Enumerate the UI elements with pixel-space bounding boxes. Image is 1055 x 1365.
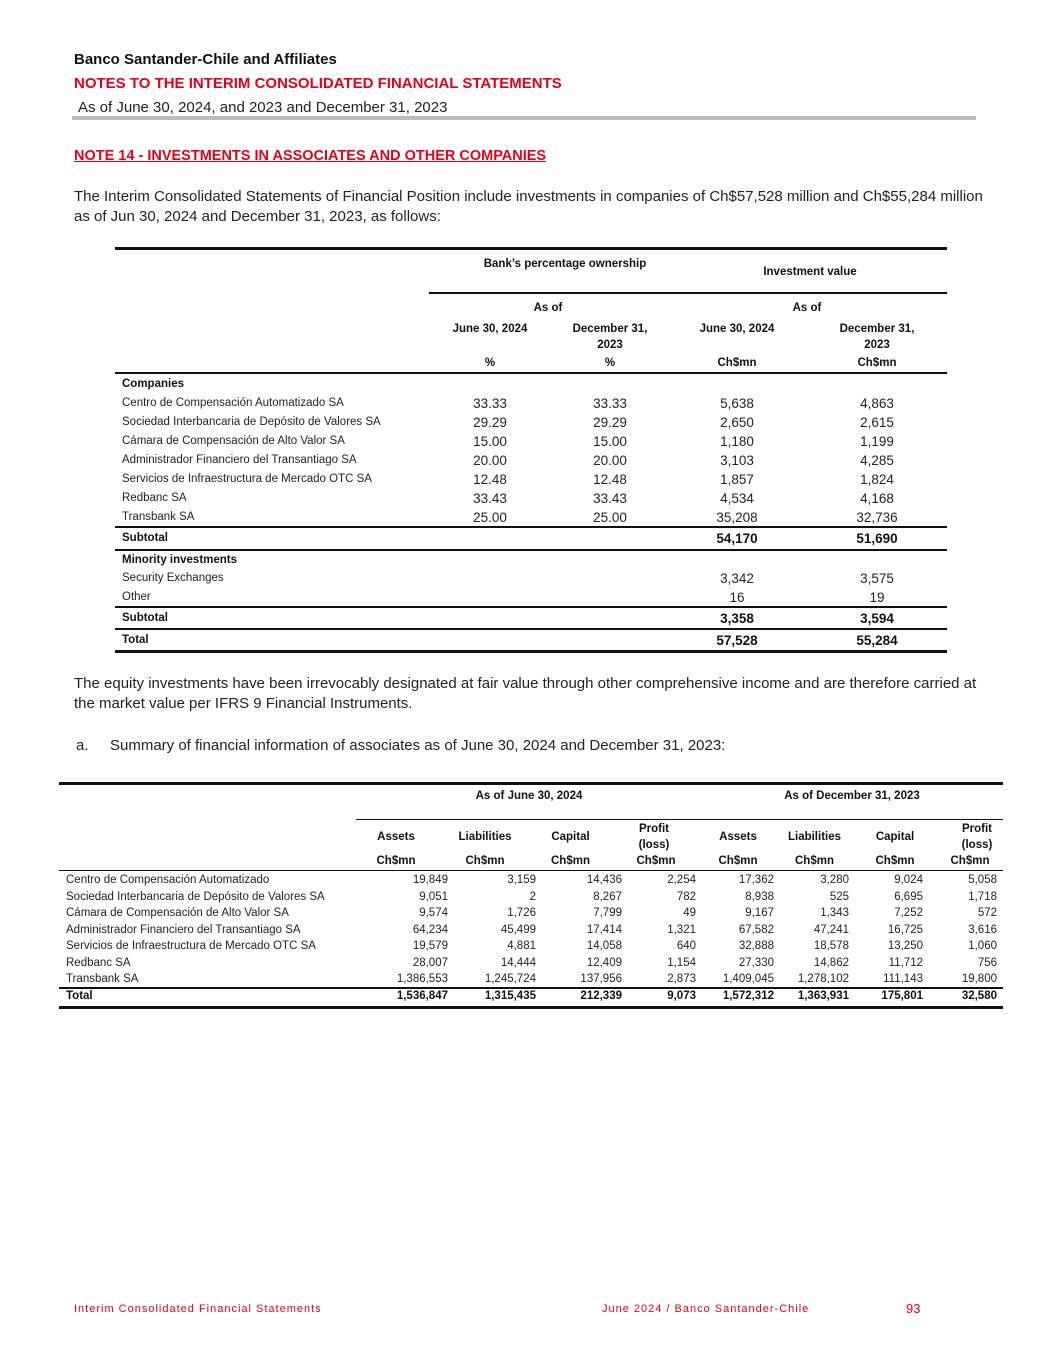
subtotal-label: Subtotal (122, 532, 168, 544)
subtotal-row (115, 529, 947, 548)
value-cell: 25.00 (593, 510, 627, 525)
value-cell: 7,799 (593, 907, 622, 919)
table-row (115, 413, 947, 432)
value-cell: 16,725 (887, 923, 923, 936)
value-cell: 1,278,102 (797, 973, 849, 985)
value-cell: 1,154 (667, 956, 696, 969)
table-row (59, 872, 1003, 889)
value-cell: 3,616 (968, 923, 997, 936)
value-cell: 1,726 (507, 907, 536, 919)
value-cell: 4,534 (720, 491, 754, 506)
value-cell: 2,615 (860, 415, 894, 430)
table-rule (115, 628, 947, 630)
value-cell: 16 (729, 590, 745, 605)
list-item-a (76, 737, 725, 754)
value-cell: 17,414 (586, 923, 622, 936)
value-cell: 2 (529, 890, 536, 903)
value-cell: 20.00 (473, 453, 507, 468)
header-divider (429, 292, 947, 294)
as-of-label: As of (792, 302, 822, 314)
value-cell: 137,956 (580, 973, 622, 985)
company-name: Transbank SA (66, 973, 139, 985)
group-header-2024: As of June 30, 2024 (475, 790, 583, 802)
table-row (59, 938, 1003, 955)
value-cell: 756 (977, 956, 997, 969)
value-cell: 782 (676, 890, 696, 903)
table-bottom-border (115, 650, 947, 653)
total-row (59, 988, 1003, 1005)
table-row (59, 955, 1003, 972)
col-date-4: December 31, 2023 (839, 323, 915, 351)
company-name: Cámara de Compensación de Alto Valor SA (66, 907, 289, 919)
value-cell: 45,499 (500, 923, 536, 936)
value-cell: 2,254 (667, 874, 696, 886)
value-cell: 17,362 (738, 874, 774, 886)
as-of-label: As of (533, 302, 563, 314)
value-cell: 18,578 (813, 940, 849, 952)
value-cell: 9,574 (419, 907, 448, 919)
value-cell: 2,873 (667, 973, 696, 985)
company-name: Security Exchanges (122, 572, 224, 584)
value-cell: 9,167 (745, 907, 774, 919)
table-rule (115, 372, 947, 374)
value-cell: 33.43 (593, 491, 627, 506)
value-cell: 1,386,553 (396, 973, 448, 985)
value-cell: 64,234 (412, 923, 448, 936)
column-header: Liabilities (787, 831, 842, 843)
total-row (115, 631, 947, 650)
value-cell: 9,051 (419, 890, 448, 903)
value-cell: 25.00 (473, 510, 507, 525)
table-bottom-border (59, 1006, 1003, 1009)
value-cell: 525 (829, 890, 849, 903)
value-cell: 1,199 (860, 434, 894, 449)
value-cell: 19,849 (412, 874, 448, 886)
value-cell: 9,073 (667, 990, 696, 1002)
table-top-border (59, 782, 1003, 785)
date-line: As of June 30, 2024, and 2023 and December 31, 2023 (78, 99, 448, 116)
value-cell: 14,058 (586, 940, 622, 952)
column-header: Profit (loss) (638, 823, 670, 851)
table-rule (59, 870, 1003, 871)
value-cell: 29.29 (473, 415, 507, 430)
column-header: Assets (377, 831, 415, 843)
section-label (115, 375, 947, 394)
company-name: Administrador Financiero del Transantiago SA (122, 454, 357, 466)
value-cell: 5,058 (968, 874, 997, 886)
table-row (115, 588, 947, 607)
value-cell: 3,103 (720, 453, 754, 468)
value-cell: 29.29 (593, 415, 627, 430)
table-rule (59, 987, 1003, 989)
table-row (59, 922, 1003, 939)
company-name: Sociedad Interbancaria de Depósito de Valores SA (66, 890, 325, 903)
value-cell: 3,342 (720, 571, 754, 586)
minority-label: Minority investments (122, 554, 238, 566)
unit-header: Ch$mn (875, 855, 915, 867)
value-cell: 4,285 (860, 453, 894, 468)
value-cell: 8,938 (745, 890, 774, 903)
value-cell: 67,582 (738, 923, 774, 936)
table-row (115, 569, 947, 588)
value-cell: 1,315,435 (484, 990, 536, 1002)
value-cell: 19 (869, 590, 885, 605)
table-rule (115, 526, 947, 528)
value-cell: 19,579 (412, 940, 448, 952)
company-name: Administrador Financiero del Transantiago SA (66, 923, 301, 936)
table-row (59, 905, 1003, 922)
unit-header: Ch$mn (795, 855, 834, 867)
value-cell: 32,580 (961, 990, 997, 1002)
ownership-header: Bank’s percentage ownership (483, 258, 647, 270)
col-unit-4: Ch$mn (857, 357, 897, 369)
value-cell: 9,024 (894, 874, 923, 886)
value-cell: 3,358 (720, 611, 754, 626)
value-cell: 4,881 (507, 940, 536, 952)
value-cell: 54,170 (716, 531, 758, 546)
value-cell: 4,863 (860, 396, 894, 411)
total-label: Total (66, 990, 93, 1002)
investment-value-header: Investment value (763, 266, 857, 278)
value-cell: 3,280 (820, 874, 849, 886)
subtotal-row (115, 609, 947, 628)
equity-paragraph: The equity investments have been irrevocably designated at fair value through other comprehensive income and are therefore carried at the market value per IFRS 9 Financial Instruments. (74, 675, 977, 712)
table-row (115, 451, 947, 470)
table-row (115, 489, 947, 508)
value-cell: 3,159 (507, 874, 536, 886)
value-cell: 640 (676, 940, 696, 952)
company-name: Sociedad Interbancaria de Depósito de Valores SA (122, 416, 381, 428)
subtotal-label: Subtotal (122, 612, 168, 624)
col-unit-1: % (484, 357, 496, 369)
value-cell: 20.00 (593, 453, 627, 468)
value-cell: 47,241 (813, 923, 849, 936)
value-cell: 14,444 (500, 956, 536, 969)
unit-header: Ch$mn (950, 855, 990, 867)
table-rule (115, 606, 947, 608)
value-cell: 1,363,931 (797, 990, 849, 1002)
value-cell: 28,007 (412, 956, 448, 969)
list-marker: a. (76, 737, 89, 754)
value-cell: 1,824 (860, 472, 894, 487)
document-title: NOTES TO THE INTERIM CONSOLIDATED FINANCIAL STATEMENTS (74, 75, 562, 92)
value-cell: 1,857 (720, 472, 754, 487)
value-cell: 12.48 (473, 472, 507, 487)
value-cell: 1,245,724 (484, 973, 536, 985)
column-header: Assets (719, 831, 757, 843)
table-row (59, 971, 1003, 988)
list-item-text: Summary of financial information of associates as of June 30, 2024 and December 31, 2023: (110, 737, 726, 754)
table-row (115, 432, 947, 451)
value-cell: 1,321 (667, 923, 696, 936)
company-name: Redbanc SA (122, 492, 187, 504)
value-cell: 5,638 (720, 396, 754, 411)
table-row (115, 508, 947, 527)
company-name: Redbanc SA (66, 956, 131, 969)
footer-left: Interim Consolidated Financial Statements (74, 1303, 322, 1315)
value-cell: 572 (977, 907, 997, 919)
companies-label: Companies (122, 378, 184, 390)
value-cell: 49 (683, 907, 696, 919)
table-row (115, 470, 947, 489)
intro-paragraph: The Interim Consolidated Statements of Financial Position include investments in companies of Ch$57,528 million and Ch$55,284 million as of Jun 30, 2024 and December 31, 2023, as follows: (74, 188, 983, 225)
table-top-border (115, 247, 947, 250)
value-cell: 33.33 (593, 396, 627, 411)
value-cell: 32,736 (856, 510, 898, 525)
value-cell: 7,252 (894, 907, 923, 919)
value-cell: 12.48 (593, 472, 627, 487)
header-divider (356, 819, 1003, 820)
header-divider (72, 116, 976, 120)
company-name: Banco Santander-Chile and Affiliates (74, 51, 337, 68)
value-cell: 12,409 (586, 956, 622, 969)
col-unit-3: Ch$mn (717, 357, 757, 369)
company-name: Centro de Compensación Automatizado (66, 874, 270, 886)
value-cell: 1,060 (968, 940, 997, 952)
column-header: Capital (875, 831, 915, 843)
group-header-2023: As of December 31, 2023 (784, 790, 920, 802)
value-cell: 3,575 (860, 571, 894, 586)
value-cell: 1,536,847 (396, 990, 448, 1002)
table-row (115, 394, 947, 413)
page-number: 93 (906, 1301, 921, 1316)
unit-header: Ch$mn (718, 855, 758, 867)
value-cell: 4,168 (860, 491, 894, 506)
value-cell: 1,718 (968, 890, 997, 903)
column-header: Profit (loss) (961, 823, 993, 851)
unit-header: Ch$mn (636, 855, 676, 867)
value-cell: 3,594 (860, 611, 894, 626)
col-unit-2: % (604, 357, 616, 369)
value-cell: 35,208 (716, 510, 758, 525)
value-cell: 175,801 (881, 990, 923, 1002)
section-label (115, 551, 947, 570)
value-cell: 55,284 (856, 633, 898, 648)
table-row (59, 889, 1003, 906)
unit-header: Ch$mn (465, 855, 505, 867)
column-header: Capital (551, 831, 590, 843)
col-date-3: June 30, 2024 (699, 323, 775, 335)
unit-header: Ch$mn (551, 855, 590, 867)
value-cell: 33.43 (473, 491, 507, 506)
footer-center: June 2024 / Banco Santander-Chile (602, 1303, 810, 1315)
col-date-1: June 30, 2024 (452, 323, 528, 335)
col-date-2: December 31, 2023 (572, 323, 648, 351)
value-cell: 111,143 (883, 973, 923, 985)
value-cell: 2,650 (720, 415, 754, 430)
value-cell: 1,572,312 (722, 990, 774, 1002)
value-cell: 14,436 (586, 874, 622, 886)
value-cell: 11,712 (888, 956, 923, 969)
unit-header: Ch$mn (376, 855, 416, 867)
value-cell: 1,180 (720, 434, 754, 449)
value-cell: 6,695 (894, 890, 923, 903)
company-name: Other (122, 591, 151, 603)
company-name: Centro de Compensación Automatizado SA (122, 397, 344, 409)
value-cell: 14,862 (813, 956, 849, 969)
value-cell: 19,800 (961, 973, 997, 985)
value-cell: 1,409,045 (722, 973, 774, 985)
value-cell: 57,528 (716, 633, 758, 648)
company-name: Transbank SA (122, 511, 195, 523)
value-cell: 1,343 (820, 907, 849, 919)
value-cell: 15.00 (473, 434, 507, 449)
value-cell: 8,267 (593, 890, 622, 903)
company-name: Cámara de Compensación de Alto Valor SA (122, 435, 345, 447)
column-header: Liabilities (458, 831, 512, 843)
value-cell: 13,250 (887, 940, 923, 952)
value-cell: 15.00 (593, 434, 627, 449)
value-cell: 51,690 (856, 531, 898, 546)
company-name: Servicios de Infraestructura de Mercado OTC SA (66, 940, 316, 952)
value-cell: 27,330 (738, 956, 774, 969)
total-label: Total (122, 634, 149, 646)
value-cell: 33.33 (473, 396, 507, 411)
company-name: Servicios de Infraestructura de Mercado OTC SA (122, 473, 372, 485)
value-cell: 212,339 (580, 990, 622, 1002)
note-title: NOTE 14 - INVESTMENTS IN ASSOCIATES AND OTHER COMPANIES (74, 148, 547, 164)
value-cell: 32,888 (738, 940, 774, 952)
